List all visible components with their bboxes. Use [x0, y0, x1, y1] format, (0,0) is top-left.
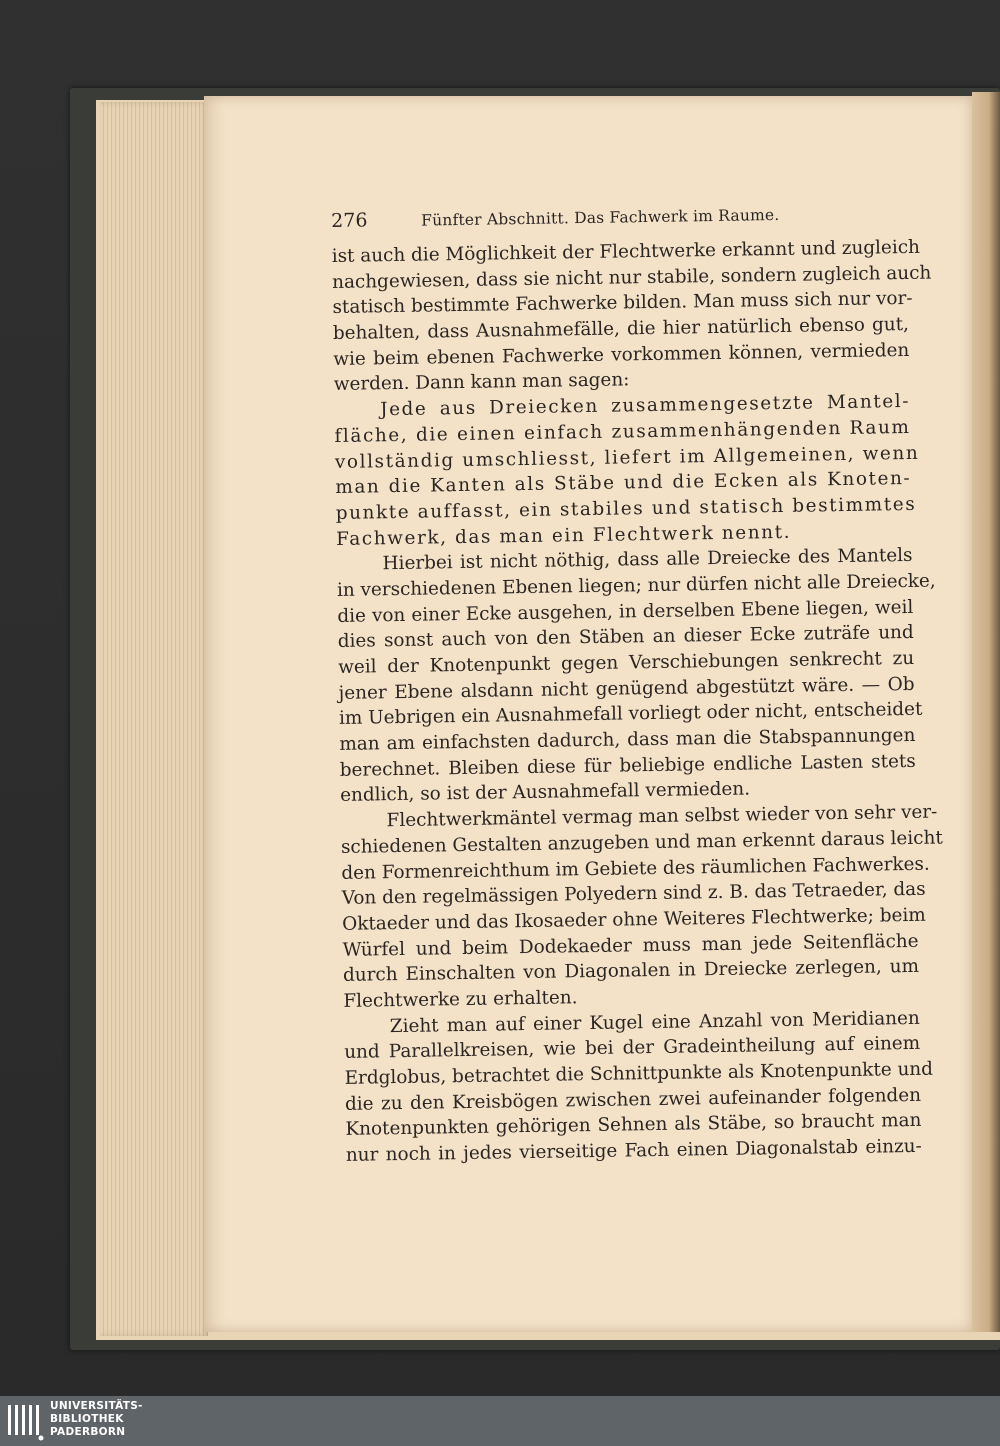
- facing-page-edge: [972, 92, 1000, 1332]
- text-line: durch Einschalten von Diagonalen in Dreiecke zerlegen, um: [342, 956, 920, 987]
- text-line: nachgewiesen, dass sie nicht nur stabile, sondern zugleich auch: [331, 262, 932, 293]
- running-head-title: Fünfter Abschnitt. Das Fachwerk im Raume.: [421, 205, 780, 230]
- logo-line: PADERBORN: [50, 1426, 126, 1438]
- text-line: im Uebrigen ein Ausnahmefall vorliegt oder nicht, entscheidet: [338, 699, 923, 730]
- library-logo-icon: [6, 1401, 44, 1441]
- text-line: und Parallelkreisen, wie bei der Gradeintheilung auf einem: [344, 1033, 921, 1064]
- text-line: dies sonst auch von den Stäben an dieser Ecke zuträfe und: [337, 622, 914, 653]
- text-line: man am einfachsten dadurch, dass man die Stabspannungen: [339, 724, 916, 755]
- text-line: den Formenreichthum im Gebiete des räumlichen Fachwerkes.: [341, 853, 930, 884]
- text-line: nur noch in jedes vierseitige Fach einen Diagonalstab einzu-: [345, 1135, 922, 1166]
- text-line: in verschiedenen Ebenen liegen; nur dürfen nicht alle Dreiecke,: [336, 570, 936, 601]
- text-line: jener Ebene alsdann nicht genügend abgestützt wäre. — Ob: [338, 673, 915, 704]
- text-line: weil der Knotenpunkt gegen Verschiebungen senkrecht zu: [338, 647, 915, 678]
- text-line: man die Kanten als Stäbe und die Ecken als Knoten-: [335, 468, 912, 499]
- logo-line: UNIVERSITÄTS-: [50, 1400, 143, 1412]
- text-line: Würfel und beim Dodekaeder muss man jede Seitenfläche: [342, 930, 919, 961]
- body-text: [331, 235, 943, 1169]
- text-line: schiedenen Gestalten anzugeben und man erkennt daraus leicht: [340, 827, 943, 858]
- text-line: wie beim ebenen Fachwerke vorkommen können, vermieden: [333, 339, 910, 370]
- logo-line: BIBLIOTHEK: [50, 1413, 124, 1425]
- text-line: Knotenpunkten gehörigen Sehnen als Stäbe, so braucht man: [345, 1110, 922, 1141]
- library-logo-text: [50, 1400, 143, 1439]
- text-line: Fachwerk, das man ein Flechtwerk nennt.: [336, 521, 792, 550]
- text-line: Oktaeder und das Ikosaeder ohne Weiteres Flechtwerke; beim: [342, 904, 926, 935]
- text-line: ist auch die Möglichkeit der Flechtwerke erkannt und zugleich: [331, 236, 921, 267]
- text-line: werden. Dann kann man sagen:: [333, 369, 630, 396]
- text-line: die von einer Ecke ausgehen, in derselben Ebene liegen, weil: [337, 596, 914, 627]
- text-line: endlich, so ist der Ausnahmefall vermieden.: [340, 778, 751, 807]
- page-text: [331, 201, 943, 1169]
- text-line: Jede aus Dreiecken zusammengesetzte Mantel-: [379, 391, 911, 421]
- text-line: berechnet. Bleiben diese für beliebige endliche Lasten stets: [339, 750, 916, 781]
- page-edges-stack: [100, 102, 208, 1336]
- text-line: Flechtwerke zu erhalten.: [343, 987, 578, 1012]
- text-line: die zu den Kreisbögen zwischen zwei aufeinander folgenden: [344, 1084, 922, 1115]
- library-footer: [0, 1396, 1000, 1446]
- text-line: Flechtwerkmäntel vermag man selbst wieder von sehr ver-: [386, 801, 938, 832]
- text-line: Erdglobus, betrachtet die Schnittpunkte als Knotenpunkte und: [344, 1058, 934, 1089]
- text-line: Hierbei ist nicht nöthig, dass alle Dreiecke des Mantels: [382, 545, 913, 575]
- text-line: punkte auffasst, ein stabiles und statisch bestimmtes: [335, 493, 917, 524]
- text-line: behalten, dass Ausnahmefälle, die hier natürlich ebenso gut,: [332, 314, 910, 345]
- text-line: statisch bestimmte Fachwerke bilden. Man muss sich nur vor-: [332, 288, 913, 319]
- text-line: vollständig umschliesst, liefert im Allgemeinen, wenn: [334, 442, 920, 473]
- text-line: Von den regelmässigen Polyedern sind z. B. das Tetraeder, das: [341, 878, 926, 910]
- page-number: 276: [331, 209, 368, 232]
- text-line: fläche, die einen einfach zusammenhängenden Raum: [334, 416, 911, 447]
- text-line: Zieht man auf einer Kugel eine Anzahl von Meridianen: [389, 1007, 920, 1037]
